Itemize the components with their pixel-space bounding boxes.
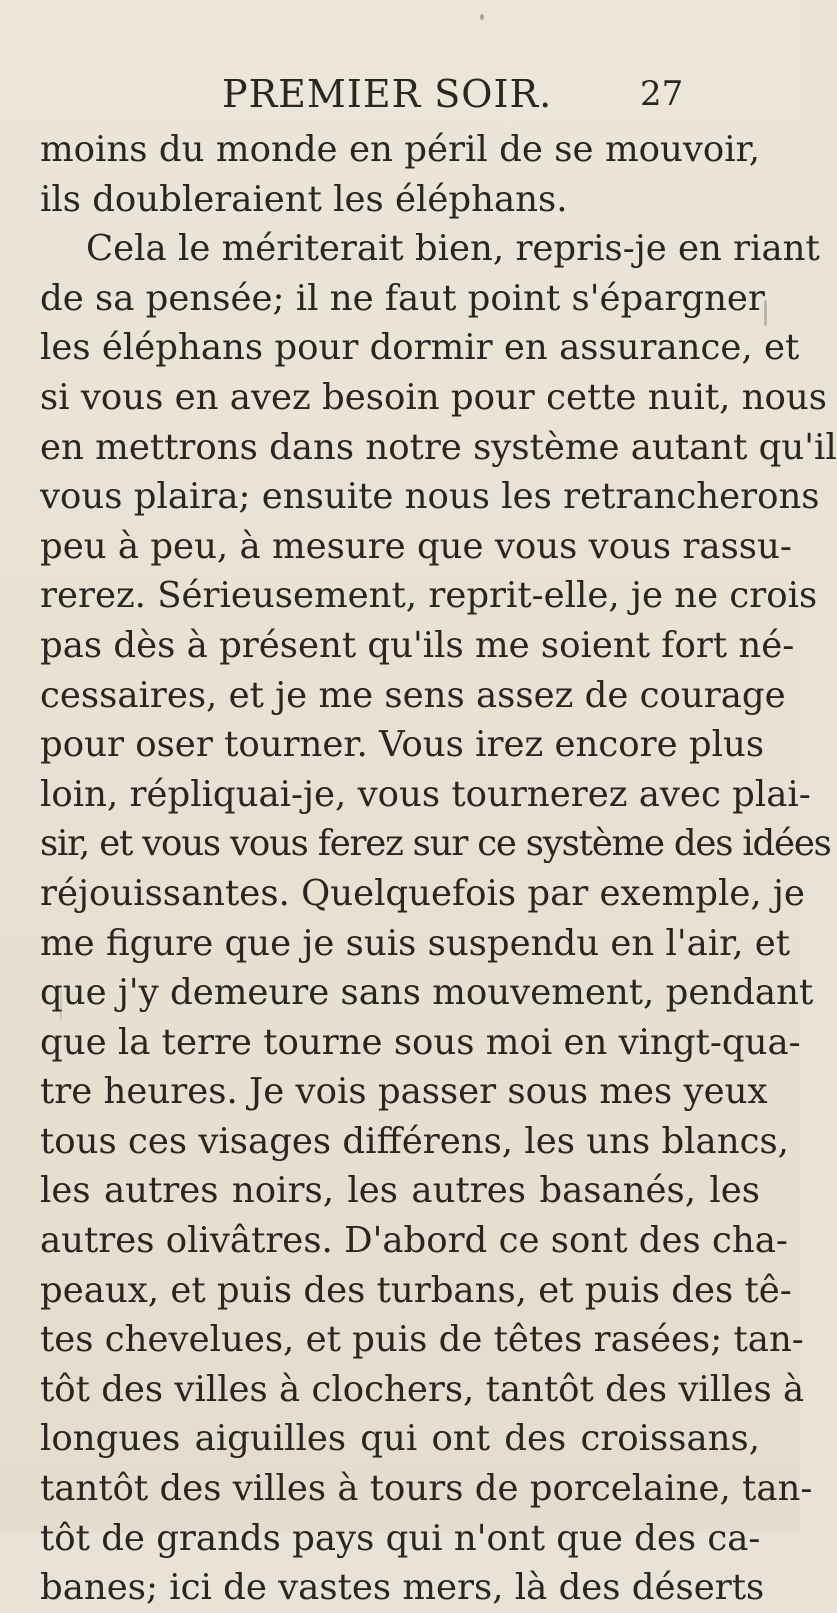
text-line: que la terre tourne sous moi en vingt-qua- — [40, 1021, 801, 1063]
body-text — [40, 125, 837, 1613]
text-line: les autres noirs, les autres basanés, les — [40, 1170, 760, 1212]
text-line: sir, et vous vous ferez sur ce système des idées — [40, 823, 831, 865]
text-line: pour oser tourner. Vous irez encore plus — [40, 724, 765, 766]
text-line: longues aiguilles qui ont des croissans, — [40, 1418, 760, 1460]
text-line: réjouissantes. Quelquefois par exemple, je — [40, 872, 805, 914]
text-line: autres olivâtres. D'abord ce sont des cha- — [40, 1220, 788, 1262]
text-line: tantôt des villes à tours de porcelaine, tan- — [40, 1468, 813, 1510]
text-line: me figure que je suis suspendu en l'air, et — [40, 922, 791, 964]
text-line: de sa pensée; il ne faut point s'épargner — [40, 277, 765, 319]
text-line: si vous en avez besoin pour cette nuit, nous — [40, 376, 828, 418]
text-line: tre heures. Je vois passer sous mes yeux — [40, 1071, 768, 1113]
text-line: tous ces visages différens, les uns blancs, — [40, 1120, 789, 1162]
text-line: Cela le mériterait bien, repris-je en riant — [86, 228, 820, 270]
text-line: banes; ici de vastes mers, là des déserts — [40, 1567, 765, 1609]
text-line: rerez. Sérieusement, reprit-elle, je ne crois — [40, 575, 818, 617]
text-line: moins du monde en péril de se mouvoir, — [40, 129, 760, 170]
running-title: PREMIER SOIR. — [222, 72, 553, 116]
text-line: que j'y demeure sans mouvement, pendant — [40, 972, 814, 1014]
paper-speck — [60, 990, 62, 1020]
text-line: peu à peu, à mesure que vous vous rassu- — [40, 525, 792, 567]
paper-speck — [764, 300, 767, 326]
text-line: vous plaira; ensuite nous les retrancherons — [40, 476, 820, 518]
running-head — [0, 72, 800, 122]
text-line: tôt des villes à clochers, tantôt des villes à — [40, 1368, 805, 1410]
text-line: loin, répliquai-je, vous tournerez avec plai- — [40, 773, 811, 815]
text-line: les éléphans pour dormir en assurance, et — [40, 327, 800, 369]
text-line: en mettrons dans notre système autant qu'il — [40, 426, 837, 468]
text-line: peaux, et puis des turbans, et puis des tê- — [40, 1269, 792, 1311]
text-line: cessaires, et je me sens assez de courage — [40, 674, 786, 716]
page-number: 27 — [640, 74, 684, 114]
text-line: pas dès à présent qu'ils me soient fort né- — [40, 624, 795, 666]
text-line: tes chevelues, et puis de têtes rasées; tan- — [40, 1319, 804, 1361]
paper-speck — [480, 14, 484, 20]
text-line: tôt de grands pays qui n'ont que des ca- — [40, 1517, 761, 1559]
text-line: ils doubleraient les éléphans. — [40, 178, 568, 220]
